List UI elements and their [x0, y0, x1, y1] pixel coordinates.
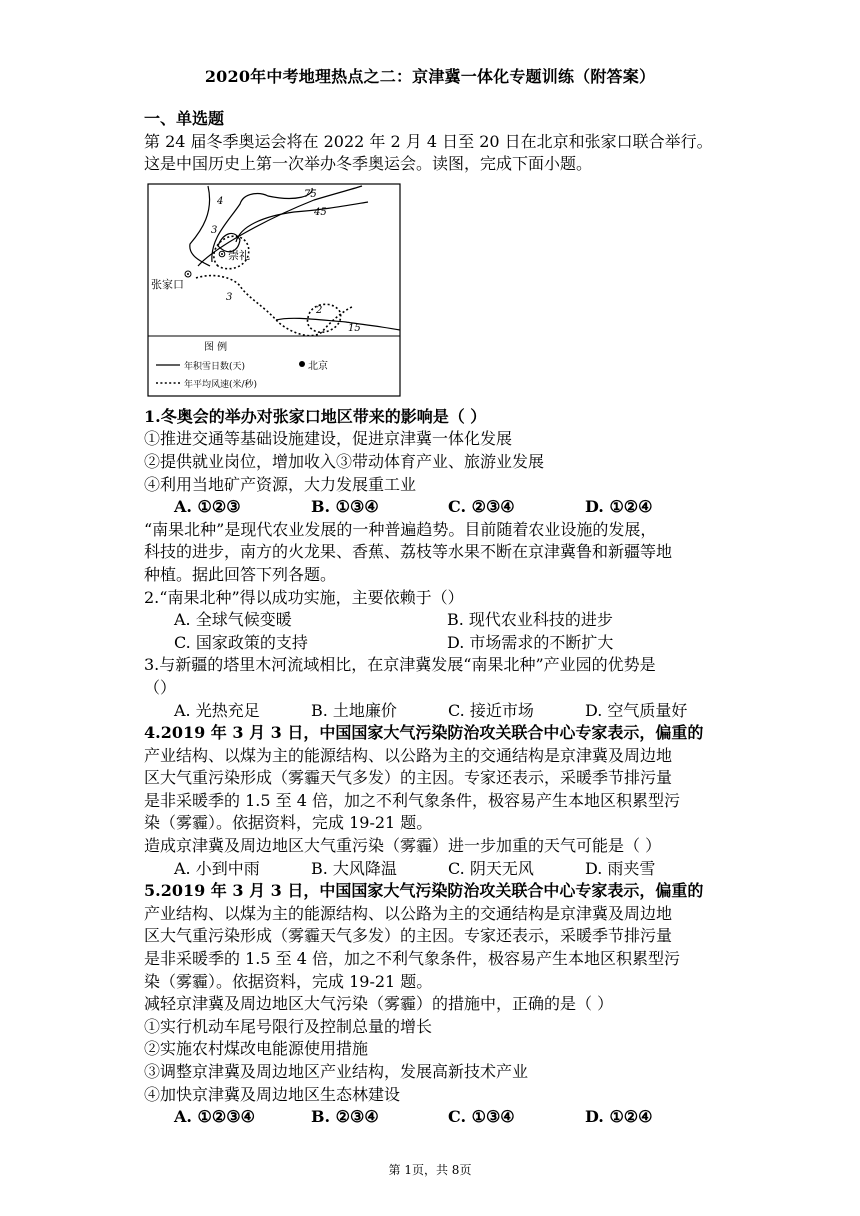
chongli-dot	[221, 253, 223, 255]
q3-option-c[interactable]: C. 接近市场	[448, 700, 534, 720]
contour-label-75: 75	[304, 188, 317, 200]
q2-stem: 2.“南果北种”得以成功实施，主要依赖于（）	[144, 587, 464, 607]
q4-passage-line-1: 4.2019 年 3 月 3 日，中国国家大气污染防治攻关联合中心专家表示，偏重的	[144, 723, 704, 743]
q5-statement-1: ①实行机动车尾号限行及控制总量的增长	[144, 1016, 433, 1036]
q3-stem-line-2: （）	[144, 677, 177, 697]
map-figure	[144, 182, 724, 402]
q1-options	[144, 496, 724, 519]
q5-statement-4: ④加快京津冀及周边地区生态林建设	[144, 1084, 401, 1104]
contour-label-45: 45	[314, 206, 327, 218]
intro-line-2: 这是中国历史上第一次举办冬季奥运会。读图，完成下面小题。	[144, 154, 593, 174]
place-label-zhangjiakou: 张家口	[151, 277, 184, 291]
q1-statement-2: ②提供就业岗位，增加收入③带动体育产业、旅游业发展	[144, 451, 545, 471]
q5-option-d[interactable]: D. ①②④	[585, 1107, 653, 1127]
q1-stem: 1.冬奥会的举办对张家口地区带来的影响是（ ）	[144, 406, 487, 426]
q3-options	[144, 700, 724, 723]
q5-passage-line-2: 产业结构、以煤为主的能源结构、以公路为主的交通结构是京津冀及周边地	[144, 903, 673, 923]
q3-stem-line-1: 3.与新疆的塔里木河流域相比，在京津冀发展“南果北种”产业园的优势是	[144, 655, 656, 675]
q1-option-b[interactable]: B. ①③④	[311, 497, 379, 517]
q5-option-a[interactable]: A. ①②③④	[174, 1107, 255, 1127]
paper-title: 2020年中考地理热点之二：京津冀一体化专题训练（附答案）	[204, 67, 656, 86]
q1-statement-3: ④利用当地矿产资源，大力发展重工业	[144, 474, 417, 494]
legend-beijing-label: 北京	[308, 360, 328, 372]
contour-label-3: 3	[211, 224, 218, 236]
q4-passage-line-2: 产业结构、以煤为主的能源结构、以公路为主的交通结构是京津冀及周边地	[144, 745, 673, 765]
q1-option-a[interactable]: A. ①②③	[174, 497, 241, 517]
q1-statement-1: ①推进交通等基础设施建设，促进京津冀一体化发展	[144, 429, 513, 449]
q5-option-c[interactable]: C. ①③④	[448, 1107, 515, 1127]
zhangjiakou-map	[144, 182, 404, 398]
legend-snow-label: 年积雪日数(天)	[184, 361, 246, 372]
q2-option-c[interactable]: C. 国家政策的支持	[174, 632, 308, 652]
contour-label-15: 15	[348, 322, 361, 334]
q4-passage-line-4: 是非采暖季的 1.5 至 4 倍，加之不利气象条件，极容易产生本地区积累型污	[144, 790, 680, 810]
q2-options-row-2	[144, 632, 724, 655]
snow-contour-outer	[190, 186, 210, 266]
contour-label-2: 2	[316, 304, 323, 316]
q2-options-row-1	[144, 609, 724, 632]
q4-option-c[interactable]: C. 阴天无风	[448, 858, 534, 878]
q4-passage-line-5: 染（雾霾）。依据资料，完成 19-21 题。	[144, 813, 433, 833]
q5-option-b[interactable]: B. ②③④	[311, 1107, 379, 1127]
q1-option-c[interactable]: C. ②③④	[448, 497, 515, 517]
snow-contour-45	[236, 202, 368, 242]
section-heading: 一、单选题	[144, 109, 225, 128]
q4-options	[144, 858, 724, 881]
q5-stem: 减轻京津冀及周边地区大气污染（雾霾）的措施中，正确的是（ ）	[144, 994, 614, 1014]
q5-statement-2: ②实施农村煤改电能源使用措施	[144, 1039, 369, 1059]
q4-passage-line-3: 区大气重污染形成（雾霾天气多发）的主因。专家还表示，采暖季节排污量	[144, 768, 673, 788]
place-label-chongli: 崇礼	[228, 248, 250, 262]
passage2-line-2: 科技的进步，南方的火龙果、香蕉、荔枝等水果不断在京津冀鲁和新疆等地	[144, 542, 673, 562]
q3-option-d[interactable]: D. 空气质量好	[585, 700, 688, 720]
q5-passage-line-3: 区大气重污染形成（雾霾天气多发）的主因。专家还表示，采暖季节排污量	[144, 926, 673, 946]
q5-passage-line-5: 染（雾霾）。依据资料，完成 19-21 题。	[144, 971, 433, 991]
contour-label-3b: 3	[226, 291, 233, 303]
passage2-line-1: “南果北种”是现代农业发展的一种普遍趋势。目前随着农业设施的发展，	[144, 519, 657, 539]
q2-option-b[interactable]: B. 现代农业科技的进步	[447, 610, 613, 630]
contour-label-4: 4	[217, 195, 224, 207]
passage2-line-3: 种植。据此回答下列各题。	[144, 564, 337, 584]
paper-content	[144, 108, 724, 1129]
q5-passage-line-4: 是非采暖季的 1.5 至 4 倍，加之不利气象条件，极容易产生本地区积累型污	[144, 949, 680, 969]
q2-option-d[interactable]: D. 市场需求的不断扩大	[447, 632, 614, 652]
q5-statement-3: ③调整京津冀及周边地区产业结构，发展高新技术产业	[144, 1062, 529, 1081]
q1-option-d[interactable]: D. ①②④	[585, 497, 653, 517]
legend-wind-label: 年平均风速(米/秒)	[184, 379, 258, 390]
page-footer: 第 1页，共 8页	[388, 1163, 472, 1177]
q5-passage-line-1: 5.2019 年 3 月 3 日，中国国家大气污染防治攻关联合中心专家表示，偏重的	[144, 881, 704, 901]
q2-option-a[interactable]: A. 全球气候变暖	[174, 610, 292, 630]
wind-contour-2	[307, 304, 340, 332]
q4-stem: 造成京津冀及周边地区大气重污染（雾霾）进一步加重的天气可能是（ ）	[144, 836, 662, 856]
q5-options	[144, 1106, 724, 1129]
q3-option-a[interactable]: A. 光热充足	[174, 700, 260, 720]
legend-title: 图 例	[204, 341, 228, 353]
q4-option-a[interactable]: A. 小到中雨	[174, 858, 260, 878]
zhangjiakou-dot	[187, 273, 189, 275]
q3-option-b[interactable]: B. 土地廉价	[311, 700, 397, 720]
q4-option-d[interactable]: D. 雨夹雪	[585, 858, 656, 878]
intro-line-1: 第 24 届冬季奥运会将在 2022 年 2 月 4 日至 20 日在北京和张家口联合举行。	[144, 131, 713, 151]
wind-contour-3	[196, 275, 354, 335]
legend-beijing-dot	[299, 361, 305, 367]
q4-option-b[interactable]: B. 大风降温	[311, 858, 397, 878]
